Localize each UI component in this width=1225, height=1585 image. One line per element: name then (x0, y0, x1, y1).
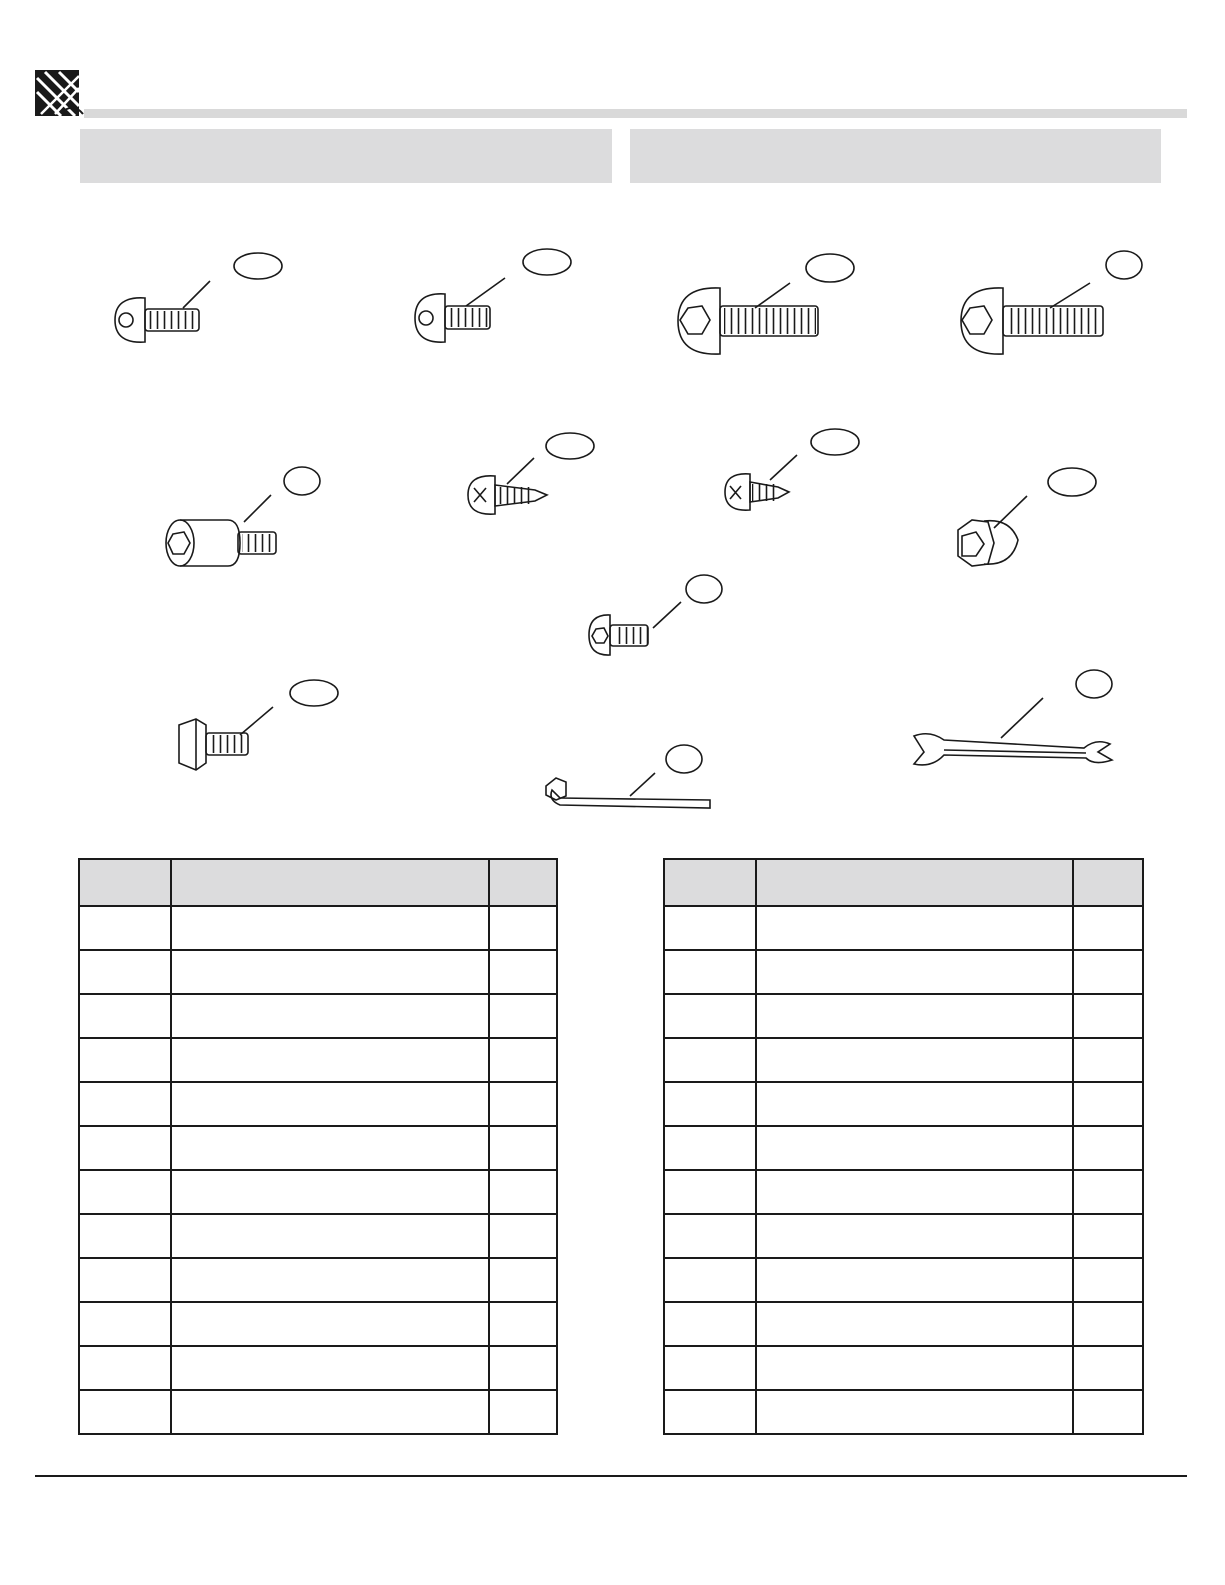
button-head-hex-bolt-icon (115, 253, 282, 342)
column-header (756, 859, 1073, 906)
table-cell (1073, 1082, 1143, 1126)
table-row (664, 1082, 1143, 1126)
table-row (664, 1170, 1143, 1214)
table-cell (489, 1302, 557, 1346)
table-cell (664, 1082, 756, 1126)
table-row (79, 1170, 557, 1214)
table-cell (171, 1126, 489, 1170)
table-cell (664, 1258, 756, 1302)
table-cell (664, 950, 756, 994)
square-head-bolt-icon (179, 680, 338, 770)
table-row (79, 1302, 557, 1346)
right-parts-table (663, 858, 1144, 1435)
table-row (664, 950, 1143, 994)
table-row (79, 950, 557, 994)
table-cell (489, 1170, 557, 1214)
table-cell (1073, 1214, 1143, 1258)
table-cell (171, 1390, 489, 1434)
phillips-wood-screw-short-icon (725, 429, 859, 510)
table-row (79, 1038, 557, 1082)
cap-nut-icon (958, 468, 1096, 566)
table-cell (756, 1082, 1073, 1126)
table-cell (756, 1258, 1073, 1302)
table-cell (79, 1258, 171, 1302)
allen-key-icon (546, 745, 710, 808)
table-row (664, 1346, 1143, 1390)
table-cell (756, 994, 1073, 1038)
table-cell (664, 1390, 756, 1434)
table-cell (171, 906, 489, 950)
button-head-hex-bolt-short-icon (415, 249, 571, 342)
open-end-wrench-icon (914, 670, 1112, 765)
left-parts-table (78, 858, 558, 1435)
table-row (664, 1126, 1143, 1170)
table-cell (489, 1126, 557, 1170)
column-header (664, 859, 756, 906)
table-row (664, 1038, 1143, 1082)
table-cell (1073, 1346, 1143, 1390)
table-row (664, 1302, 1143, 1346)
table-row (79, 1258, 557, 1302)
table-cell (171, 1346, 489, 1390)
table-row (664, 1258, 1143, 1302)
table-cell (79, 994, 171, 1038)
table-cell (1073, 906, 1143, 950)
table-row (664, 1214, 1143, 1258)
table-cell (1073, 1126, 1143, 1170)
table-cell (756, 1038, 1073, 1082)
table-row (664, 906, 1143, 950)
column-header (171, 859, 489, 906)
table-cell (79, 950, 171, 994)
table-cell (171, 950, 489, 994)
table-row (79, 1126, 557, 1170)
table-cell (79, 906, 171, 950)
table-cell (79, 1170, 171, 1214)
table-cell (79, 1126, 171, 1170)
table-cell (1073, 1390, 1143, 1434)
table-cell (756, 1390, 1073, 1434)
table-cell (664, 1038, 756, 1082)
shoulder-bolt-icon (166, 467, 320, 566)
table-cell (79, 1346, 171, 1390)
table-row (79, 1390, 557, 1434)
table-cell (489, 1258, 557, 1302)
table-row (664, 994, 1143, 1038)
table-cell (664, 1302, 756, 1346)
table-row (79, 906, 557, 950)
table-cell (756, 1302, 1073, 1346)
table-cell (171, 1170, 489, 1214)
table-cell (1073, 994, 1143, 1038)
table-cell (489, 1346, 557, 1390)
table-cell (664, 1214, 756, 1258)
table-cell (756, 1170, 1073, 1214)
table-cell (171, 1258, 489, 1302)
table-header-row (664, 859, 1143, 906)
table-cell (489, 994, 557, 1038)
table-row (79, 994, 557, 1038)
column-header (79, 859, 171, 906)
table-cell (79, 1082, 171, 1126)
table-cell (171, 1038, 489, 1082)
table-cell (664, 906, 756, 950)
table-cell (756, 906, 1073, 950)
table-cell (664, 1126, 756, 1170)
table-row (79, 1082, 557, 1126)
table-cell (79, 1302, 171, 1346)
table-cell (756, 1126, 1073, 1170)
phillips-wood-screw-icon (468, 433, 594, 514)
hex-bolt-small-icon (589, 575, 722, 655)
pan-head-hex-bolt-long-icon (678, 254, 854, 354)
table-cell (171, 1214, 489, 1258)
table-cell (1073, 1302, 1143, 1346)
table-cell (1073, 950, 1143, 994)
table-row (79, 1214, 557, 1258)
table-cell (1073, 1258, 1143, 1302)
table-cell (489, 1390, 557, 1434)
table-cell (664, 994, 756, 1038)
table-cell (664, 1170, 756, 1214)
footer-rule (35, 1475, 1187, 1477)
table-cell (756, 1346, 1073, 1390)
pan-head-hex-bolt-long-icon (961, 251, 1142, 354)
table-cell (171, 1082, 489, 1126)
column-header (489, 859, 557, 906)
table-cell (79, 1038, 171, 1082)
table-header-row (79, 859, 557, 906)
table-cell (489, 1038, 557, 1082)
table-cell (489, 906, 557, 950)
table-cell (756, 1214, 1073, 1258)
table-row (79, 1346, 557, 1390)
table-cell (489, 950, 557, 994)
table-cell (171, 994, 489, 1038)
table-cell (756, 950, 1073, 994)
table-cell (1073, 1170, 1143, 1214)
table-cell (79, 1214, 171, 1258)
table-cell (171, 1302, 489, 1346)
table-row (664, 1390, 1143, 1434)
table-cell (489, 1082, 557, 1126)
table-cell (664, 1346, 756, 1390)
table-cell (79, 1390, 171, 1434)
table-cell (1073, 1038, 1143, 1082)
table-cell (489, 1214, 557, 1258)
column-header (1073, 859, 1143, 906)
